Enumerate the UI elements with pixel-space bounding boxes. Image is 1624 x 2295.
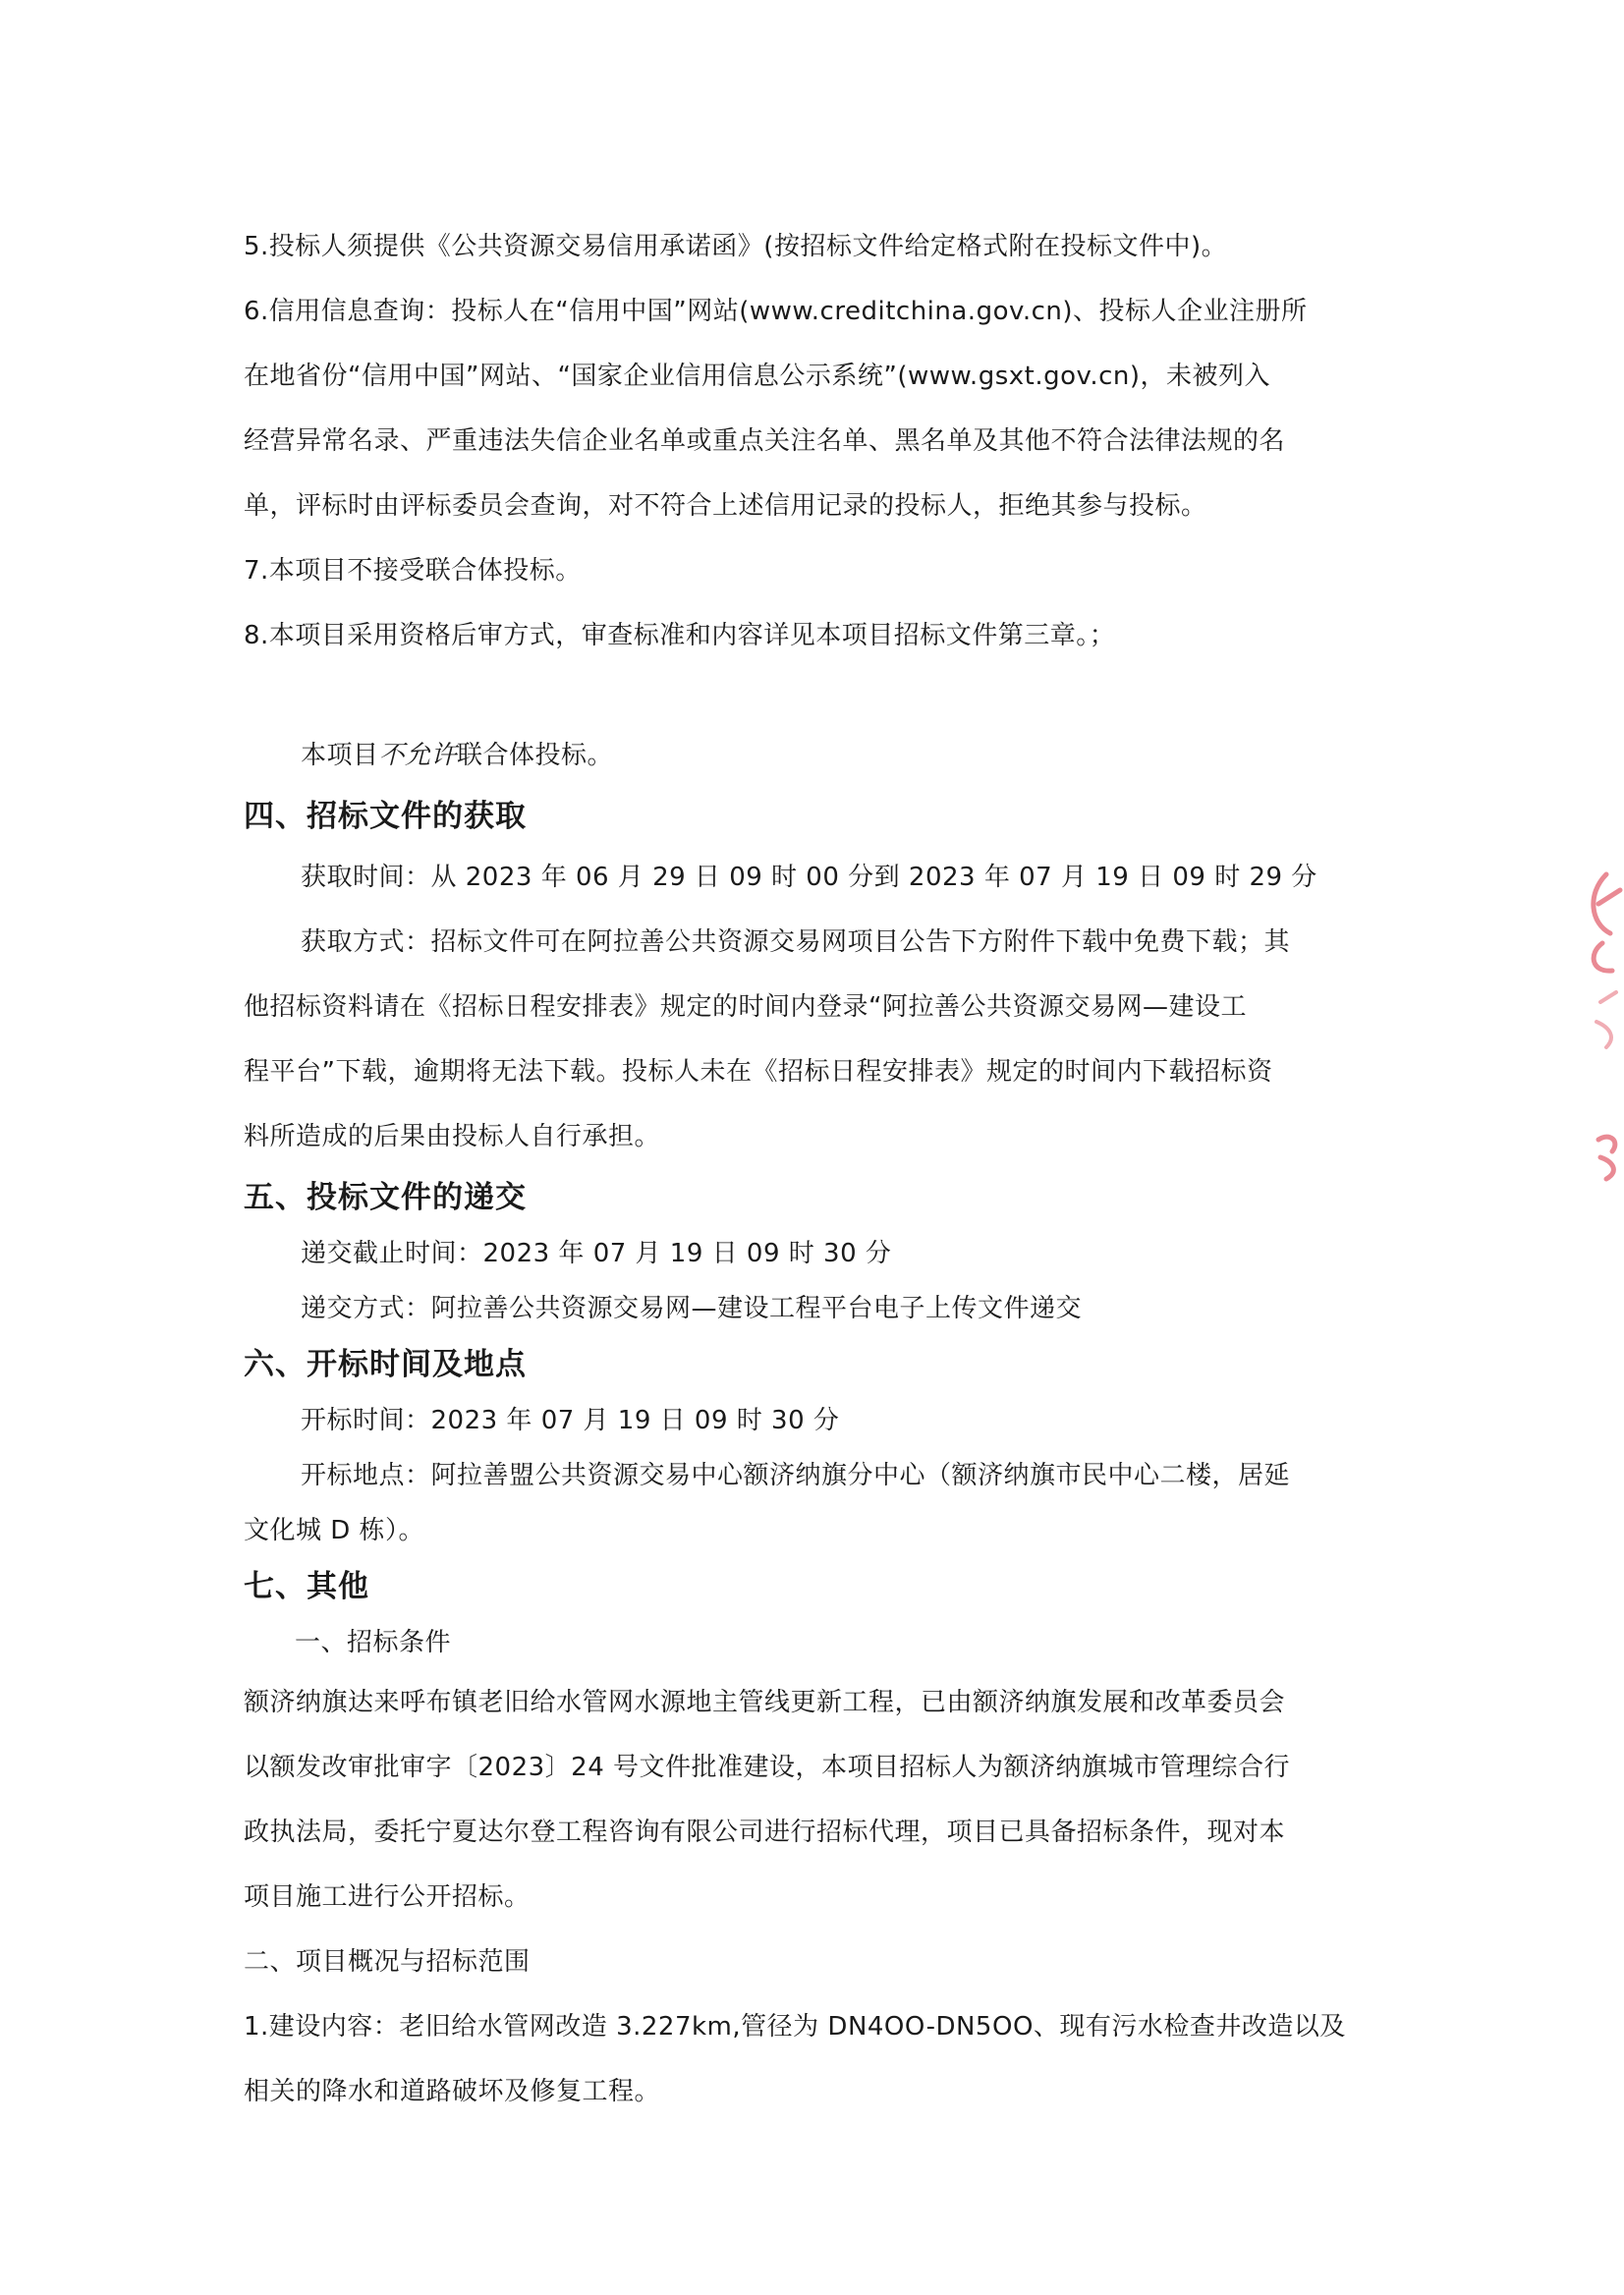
clause-6-line-4: 单，评标时由评标委员会查询，对不符合上述信用记录的投标人，拒绝其参与投标。 — [244, 491, 1207, 521]
seal-stamp-icon — [1577, 855, 1624, 1189]
get-time: 获取时间：从 2023 年 06 月 29 日 09 时 00 分到 2023 年 07 月 19 日 09 时 29 分 — [301, 863, 1317, 892]
clause-8: 8.本项目采用资格后审方式，审查标准和内容详见本项目招标文件第三章。； — [244, 621, 1116, 650]
consortium-italic: 不允许 — [378, 741, 458, 770]
conditions-line-3: 政执法局，委托宁夏达尔登工程咨询有限公司进行招标代理，项目已具备招标条件，现对本 — [244, 1818, 1286, 1847]
clause-5: 5.投标人须提供《公共资源交易信用承诺函》(按招标文件给定格式附在投标文件中)。 — [244, 232, 1228, 261]
spacer — [244, 668, 1393, 723]
get-method-line-1: 获取方式：招标文件可在阿拉善公共资源交易网项目公告下方附件下载中免费下载；其 — [301, 927, 1291, 957]
open-time: 开标时间：2023 年 07 月 19 日 09 时 30 分 — [301, 1406, 840, 1435]
consortium-note — [244, 723, 1393, 788]
conditions-line-4: 项目施工进行公开招标。 — [244, 1882, 531, 1912]
open-place-line-2: 文化城 D 栋）。 — [244, 1516, 425, 1545]
open-place-line-1: 开标地点：阿拉善盟公共资源交易中心额济纳旗分中心（额济纳旗市民中心二楼，居延 — [301, 1461, 1291, 1490]
conditions-line-2: 以额发改审批审字〔2023〕24 号文件批准建设，本项目招标人为额济纳旗城市管理综合行 — [244, 1753, 1291, 1782]
consortium-prefix: 本项目 — [301, 741, 379, 770]
submit-deadline: 递交截止时间：2023 年 07 月 19 日 09 时 30 分 — [301, 1239, 892, 1268]
clause-6-line-2: 在地省份“信用中国”网站、“国家企业信用信息公示系统”(www.gsxt.gov.cn)，未被列入 — [244, 362, 1271, 391]
subheading-conditions: 一、招标条件 — [295, 1628, 452, 1657]
clause-7: 7.本项目不接受联合体投标。 — [244, 556, 582, 586]
subheading-scope: 二、项目概况与招标范围 — [244, 1947, 531, 1977]
get-method-line-4: 料所造成的后果由投标人自行承担。 — [244, 1122, 661, 1151]
document-page — [244, 214, 1393, 2124]
scope-line-1: 1.建设内容：老旧给水管网改造 3.227km,管径为 DN4OO-DN5OO、现有污水检查井改造以及 — [244, 2012, 1346, 2042]
clause-6-line-3: 经营异常名录、严重违法失信企业名单或重点关注名单、黑名单及其他不符合法律法规的名 — [244, 426, 1286, 456]
scope-line-2: 相关的降水和道路破坏及修复工程。 — [244, 2077, 661, 2106]
get-method-line-2: 他招标资料请在《招标日程安排表》规定的时间内登录“阿拉善公共资源交易网—建设工 — [244, 992, 1247, 1022]
heading-section-4: 四、招标文件的获取 — [244, 799, 527, 834]
heading-section-7: 七、其他 — [244, 1569, 369, 1604]
consortium-suffix: 联合体投标。 — [457, 741, 614, 770]
submit-method: 递交方式：阿拉善公共资源交易网—建设工程平台电子上传文件递交 — [301, 1294, 1083, 1323]
heading-section-5: 五、投标文件的递交 — [244, 1180, 527, 1215]
clause-6-line-1: 6.信用信息查询：投标人在“信用中国”网站(www.creditchina.gov.cn)、投标人企业注册所 — [244, 297, 1308, 326]
get-method-line-3: 程平台”下载，逾期将无法下载。投标人未在《招标日程安排表》规定的时间内下载招标资 — [244, 1057, 1273, 1087]
conditions-line-1: 额济纳旗达来呼布镇老旧给水管网水源地主管线更新工程，已由额济纳旗发展和改革委员会 — [244, 1688, 1286, 1717]
heading-section-6: 六、开标时间及地点 — [244, 1347, 527, 1382]
